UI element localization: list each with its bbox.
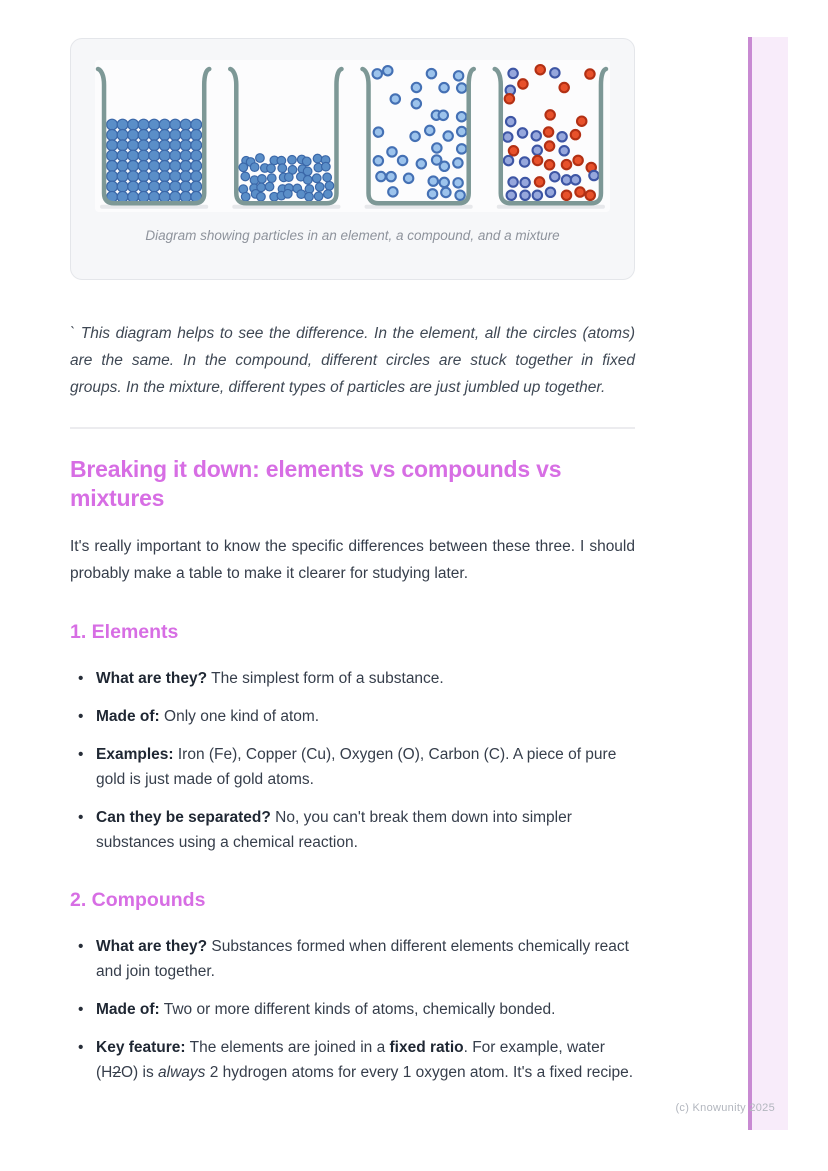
figure-caption: Diagram showing particles in an element, a compound, and a mixture [145, 228, 560, 244]
section-intro-paragraph: It's really important to know the specific differences between these three. I should probably make a table to make it clearer for studying later. [70, 538, 635, 583]
section-divider [70, 427, 635, 429]
beaker-mixture-particles [495, 65, 606, 209]
list-item: • Examples: Iron (Fe), Copper (Cu), Oxygen (O), Carbon (C). A piece of pure gold is just made of gold atoms. [70, 742, 635, 792]
subheading-compounds: 2. Compounds [70, 889, 206, 912]
list-item: • Can they be separated? No, you can't break them down into simpler substances using a chemical reaction. [70, 805, 635, 855]
copyright-footer: (c) Knowunity 2025 [675, 1102, 775, 1114]
beaker-liquid-particles [230, 69, 341, 209]
compounds-bullet-list [70, 934, 635, 1085]
beakers-illustration [95, 60, 610, 212]
particle-diagram-image [95, 60, 610, 212]
list-item: • What are they? Substances formed when different elements chemically react and join together. [70, 934, 635, 984]
subheading-elements: 1. Elements [70, 621, 179, 644]
beaker-gas-particles [363, 66, 474, 209]
list-item: • What are they? The simplest form of a substance. [70, 666, 635, 691]
page-edge-stripe [748, 37, 788, 1130]
section-heading: Breaking it down: elements vs compounds vs mixtures [70, 456, 562, 512]
elements-bullet-list [70, 666, 635, 855]
beaker-packed-solid [98, 69, 209, 209]
document-content [70, 38, 635, 1098]
list-item: • Key feature: The elements are joined in a fixed ratio. For example, water (H2O) is always 2 hydrogen atoms for every 1 oxygen atom. It's a fixed recipe. [70, 1035, 635, 1085]
list-item: • Made of: Only one kind of atom. [70, 704, 635, 729]
diagram-explanation-paragraph: ` This diagram helps to see the difference. In the element, all the circles (atoms) are the same. In the compound, different circles are stuck together in fixed groups. In the mixture, different types of particles are just jumbled up together. [70, 325, 635, 397]
particle-diagram-card [70, 38, 635, 280]
list-item: • Made of: Two or more different kinds of atoms, chemically bonded. [70, 997, 635, 1022]
